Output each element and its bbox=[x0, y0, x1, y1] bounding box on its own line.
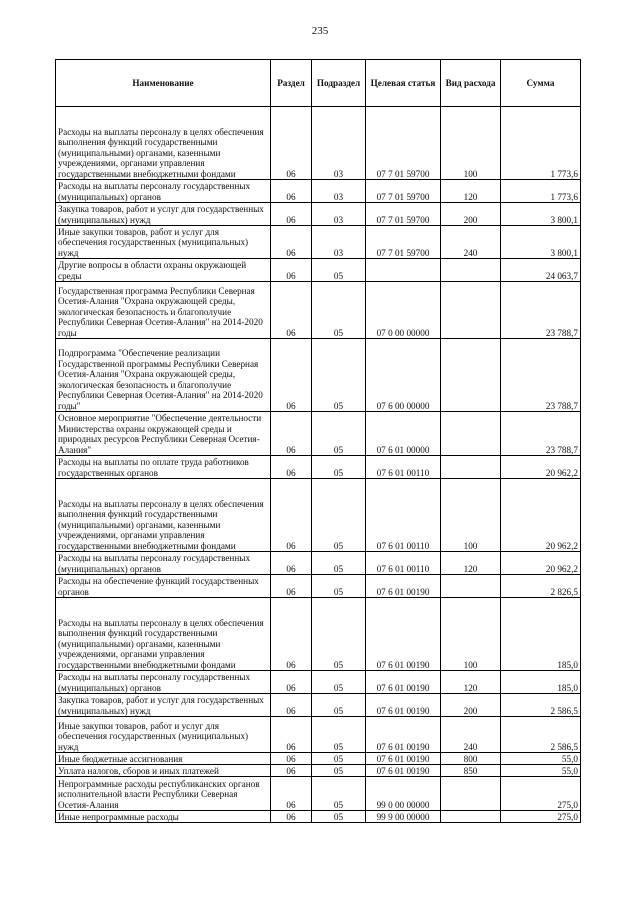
row-podrazdel: 05 bbox=[312, 479, 366, 552]
row-razdel: 06 bbox=[271, 107, 312, 180]
row-name: Непрограммные расходы республиканских органов исполнительной власти Республики Северная Осетия-Алания bbox=[56, 777, 271, 811]
row-podrazdel: 05 bbox=[312, 456, 366, 479]
row-celevaya: 07 7 01 59700 bbox=[366, 226, 441, 259]
row-podrazdel: 03 bbox=[312, 203, 366, 226]
table-row bbox=[56, 226, 581, 259]
row-razdel: 06 bbox=[271, 479, 312, 552]
row-name: Другие вопросы в области охраны окружающей среды bbox=[56, 259, 271, 282]
row-razdel: 06 bbox=[271, 753, 312, 765]
table-row bbox=[56, 107, 581, 180]
table-row bbox=[56, 753, 581, 765]
row-razdel: 06 bbox=[271, 339, 312, 412]
row-celevaya: 07 6 01 00000 bbox=[366, 412, 441, 456]
row-summa: 55,0 bbox=[501, 765, 581, 777]
row-podrazdel: 05 bbox=[312, 339, 366, 412]
row-vid: 120 bbox=[441, 671, 501, 694]
row-name: Расходы на выплаты персоналу государственных (муниципальных) органов bbox=[56, 671, 271, 694]
row-summa: 23 788,7 bbox=[501, 412, 581, 456]
row-celevaya: 07 6 01 00190 bbox=[366, 753, 441, 765]
row-celevaya: 07 6 01 00190 bbox=[366, 598, 441, 671]
row-podrazdel: 05 bbox=[312, 753, 366, 765]
row-summa: 3 800,1 bbox=[501, 226, 581, 259]
row-summa: 20 962,2 bbox=[501, 456, 581, 479]
row-name: Расходы на обеспечение функций государственных органов bbox=[56, 575, 271, 598]
row-summa: 2 586,5 bbox=[501, 717, 581, 753]
row-podrazdel: 05 bbox=[312, 694, 366, 717]
row-razdel: 06 bbox=[271, 226, 312, 259]
table-row bbox=[56, 765, 581, 777]
table-row bbox=[56, 180, 581, 203]
table-row bbox=[56, 339, 581, 412]
row-name: Иные закупки товаров, работ и услуг для обеспечения государственных (муниципальных) нужд bbox=[56, 717, 271, 753]
table-row bbox=[56, 694, 581, 717]
row-name: Расходы на выплаты персоналу в целях обеспечения выполнения функций государственными (муниципальными) органами, казенными учреждениями, органами управления государственными внебюджетными фондами bbox=[56, 479, 271, 552]
row-celevaya: 99 9 00 00000 bbox=[366, 811, 441, 823]
row-name: Закупка товаров, работ и услуг для государственных (муниципальных) нужд bbox=[56, 203, 271, 226]
row-vid: 240 bbox=[441, 717, 501, 753]
row-podrazdel: 05 bbox=[312, 412, 366, 456]
row-name: Государственная программа Республики Северная Осетия-Алания "Охрана окружающей среды, экологическая безопасность и благополучие Республики Северная Осетия-Алания" на 2014-2020 годы bbox=[56, 282, 271, 339]
row-celevaya: 07 6 01 00190 bbox=[366, 575, 441, 598]
row-celevaya: 07 6 01 00190 bbox=[366, 671, 441, 694]
row-summa: 275,0 bbox=[501, 777, 581, 811]
row-podrazdel: 05 bbox=[312, 811, 366, 823]
row-podrazdel: 05 bbox=[312, 765, 366, 777]
row-summa: 1 773,6 bbox=[501, 107, 581, 180]
row-vid bbox=[441, 456, 501, 479]
row-razdel: 06 bbox=[271, 811, 312, 823]
row-podrazdel: 05 bbox=[312, 777, 366, 811]
row-summa: 23 788,7 bbox=[501, 282, 581, 339]
row-vid: 100 bbox=[441, 598, 501, 671]
row-razdel: 06 bbox=[271, 203, 312, 226]
row-name: Уплата налогов, сборов и иных платежей bbox=[56, 765, 271, 777]
row-podrazdel: 05 bbox=[312, 717, 366, 753]
row-razdel: 06 bbox=[271, 717, 312, 753]
page-number: 235 bbox=[311, 25, 329, 37]
row-name: Подпрограмма "Обеспечение реализации Государственной программы Республики Северная Осетия-Алания "Охрана окружающей среды, экологическая безопасность и благополучие Республики Северная Осетия-Алания" на 2014-2020 годы" bbox=[56, 339, 271, 412]
row-podrazdel: 03 bbox=[312, 180, 366, 203]
row-summa: 24 063,7 bbox=[501, 259, 581, 282]
header-podrazdel: Подраздел bbox=[312, 60, 366, 107]
table-row bbox=[56, 282, 581, 339]
row-razdel: 06 bbox=[271, 456, 312, 479]
row-summa: 185,0 bbox=[501, 598, 581, 671]
row-celevaya: 07 6 00 00000 bbox=[366, 339, 441, 412]
row-name: Расходы на выплаты персоналу государственных (муниципальных) органов bbox=[56, 180, 271, 203]
table-row bbox=[56, 671, 581, 694]
row-celevaya: 99 0 00 00000 bbox=[366, 777, 441, 811]
table-row bbox=[56, 412, 581, 456]
budget-table bbox=[55, 59, 581, 823]
row-vid bbox=[441, 282, 501, 339]
row-celevaya bbox=[366, 259, 441, 282]
row-summa: 1 773,6 bbox=[501, 180, 581, 203]
row-celevaya: 07 7 01 59700 bbox=[366, 180, 441, 203]
table-row bbox=[56, 552, 581, 575]
table-row bbox=[56, 203, 581, 226]
header-vid: Вид расхода bbox=[441, 60, 501, 107]
header-celevaya: Целевая статья bbox=[366, 60, 441, 107]
row-name: Закупка товаров, работ и услуг для государственных (муниципальных) нужд bbox=[56, 694, 271, 717]
row-podrazdel: 05 bbox=[312, 598, 366, 671]
row-celevaya: 07 6 01 00110 bbox=[366, 456, 441, 479]
row-vid bbox=[441, 339, 501, 412]
row-name: Иные непрограммные расходы bbox=[56, 811, 271, 823]
row-podrazdel: 03 bbox=[312, 226, 366, 259]
table-row bbox=[56, 777, 581, 811]
row-name: Расходы на выплаты персоналу в целях обеспечения выполнения функций государственными (муниципальными) органами, казенными учреждениями, органами управления государственными внебюджетными фондами bbox=[56, 598, 271, 671]
row-summa: 3 800,1 bbox=[501, 203, 581, 226]
header-name: Наименование bbox=[56, 60, 271, 107]
row-razdel: 06 bbox=[271, 180, 312, 203]
row-vid: 240 bbox=[441, 226, 501, 259]
row-vid: 200 bbox=[441, 694, 501, 717]
row-vid bbox=[441, 412, 501, 456]
row-name: Иные бюджетные ассигнования bbox=[56, 753, 271, 765]
table-body bbox=[56, 107, 581, 823]
row-name: Расходы на выплаты персоналу государственных (муниципальных) органов bbox=[56, 552, 271, 575]
row-razdel: 06 bbox=[271, 598, 312, 671]
row-podrazdel: 05 bbox=[312, 575, 366, 598]
row-summa: 55,0 bbox=[501, 753, 581, 765]
row-summa: 20 962,2 bbox=[501, 552, 581, 575]
header-summa: Сумма bbox=[501, 60, 581, 107]
row-podrazdel: 05 bbox=[312, 259, 366, 282]
row-podrazdel: 05 bbox=[312, 282, 366, 339]
row-razdel: 06 bbox=[271, 552, 312, 575]
row-podrazdel: 03 bbox=[312, 107, 366, 180]
row-summa: 275,0 bbox=[501, 811, 581, 823]
row-celevaya: 07 6 01 00110 bbox=[366, 479, 441, 552]
row-celevaya: 07 6 01 00190 bbox=[366, 765, 441, 777]
table-row bbox=[56, 259, 581, 282]
row-razdel: 06 bbox=[271, 777, 312, 811]
row-name: Расходы на выплаты по оплате труда работников государственных органов bbox=[56, 456, 271, 479]
row-celevaya: 07 6 01 00190 bbox=[366, 694, 441, 717]
row-vid bbox=[441, 259, 501, 282]
row-celevaya: 07 0 00 00000 bbox=[366, 282, 441, 339]
row-name: Расходы на выплаты персоналу в целях обеспечения выполнения функций государственными (муниципальными) органами, казенными учреждениями, органами управления государственными внебюджетными фондами bbox=[56, 107, 271, 180]
row-razdel: 06 bbox=[271, 671, 312, 694]
table-row bbox=[56, 575, 581, 598]
row-summa: 20 962,2 bbox=[501, 479, 581, 552]
row-razdel: 06 bbox=[271, 282, 312, 339]
row-vid bbox=[441, 777, 501, 811]
row-vid: 850 bbox=[441, 765, 501, 777]
row-vid: 100 bbox=[441, 107, 501, 180]
row-celevaya: 07 7 01 59700 bbox=[366, 107, 441, 180]
row-vid: 800 bbox=[441, 753, 501, 765]
table-row bbox=[56, 479, 581, 552]
table-row bbox=[56, 456, 581, 479]
row-vid: 200 bbox=[441, 203, 501, 226]
row-podrazdel: 05 bbox=[312, 671, 366, 694]
row-vid: 100 bbox=[441, 479, 501, 552]
row-name: Иные закупки товаров, работ и услуг для обеспечения государственных (муниципальных) нужд bbox=[56, 226, 271, 259]
row-celevaya: 07 6 01 00110 bbox=[366, 552, 441, 575]
row-celevaya: 07 6 01 00190 bbox=[366, 717, 441, 753]
table-header-row bbox=[56, 60, 581, 107]
row-summa: 23 788,7 bbox=[501, 339, 581, 412]
row-vid bbox=[441, 811, 501, 823]
row-podrazdel: 05 bbox=[312, 552, 366, 575]
row-razdel: 06 bbox=[271, 575, 312, 598]
table-row bbox=[56, 717, 581, 753]
header-razdel: Раздел bbox=[271, 60, 312, 107]
row-celevaya: 07 7 01 59700 bbox=[366, 203, 441, 226]
row-vid bbox=[441, 575, 501, 598]
row-razdel: 06 bbox=[271, 694, 312, 717]
row-vid: 120 bbox=[441, 180, 501, 203]
row-summa: 2 826,5 bbox=[501, 575, 581, 598]
row-razdel: 06 bbox=[271, 259, 312, 282]
row-razdel: 06 bbox=[271, 765, 312, 777]
row-summa: 185,0 bbox=[501, 671, 581, 694]
table-row bbox=[56, 598, 581, 671]
row-name: Основное мероприятие "Обеспечение деятельности Министерства охраны окружающей среды и природных ресурсов Республики Северная Осетия-Алания" bbox=[56, 412, 271, 456]
row-razdel: 06 bbox=[271, 412, 312, 456]
row-vid: 120 bbox=[441, 552, 501, 575]
row-summa: 2 586,5 bbox=[501, 694, 581, 717]
table-row bbox=[56, 811, 581, 823]
